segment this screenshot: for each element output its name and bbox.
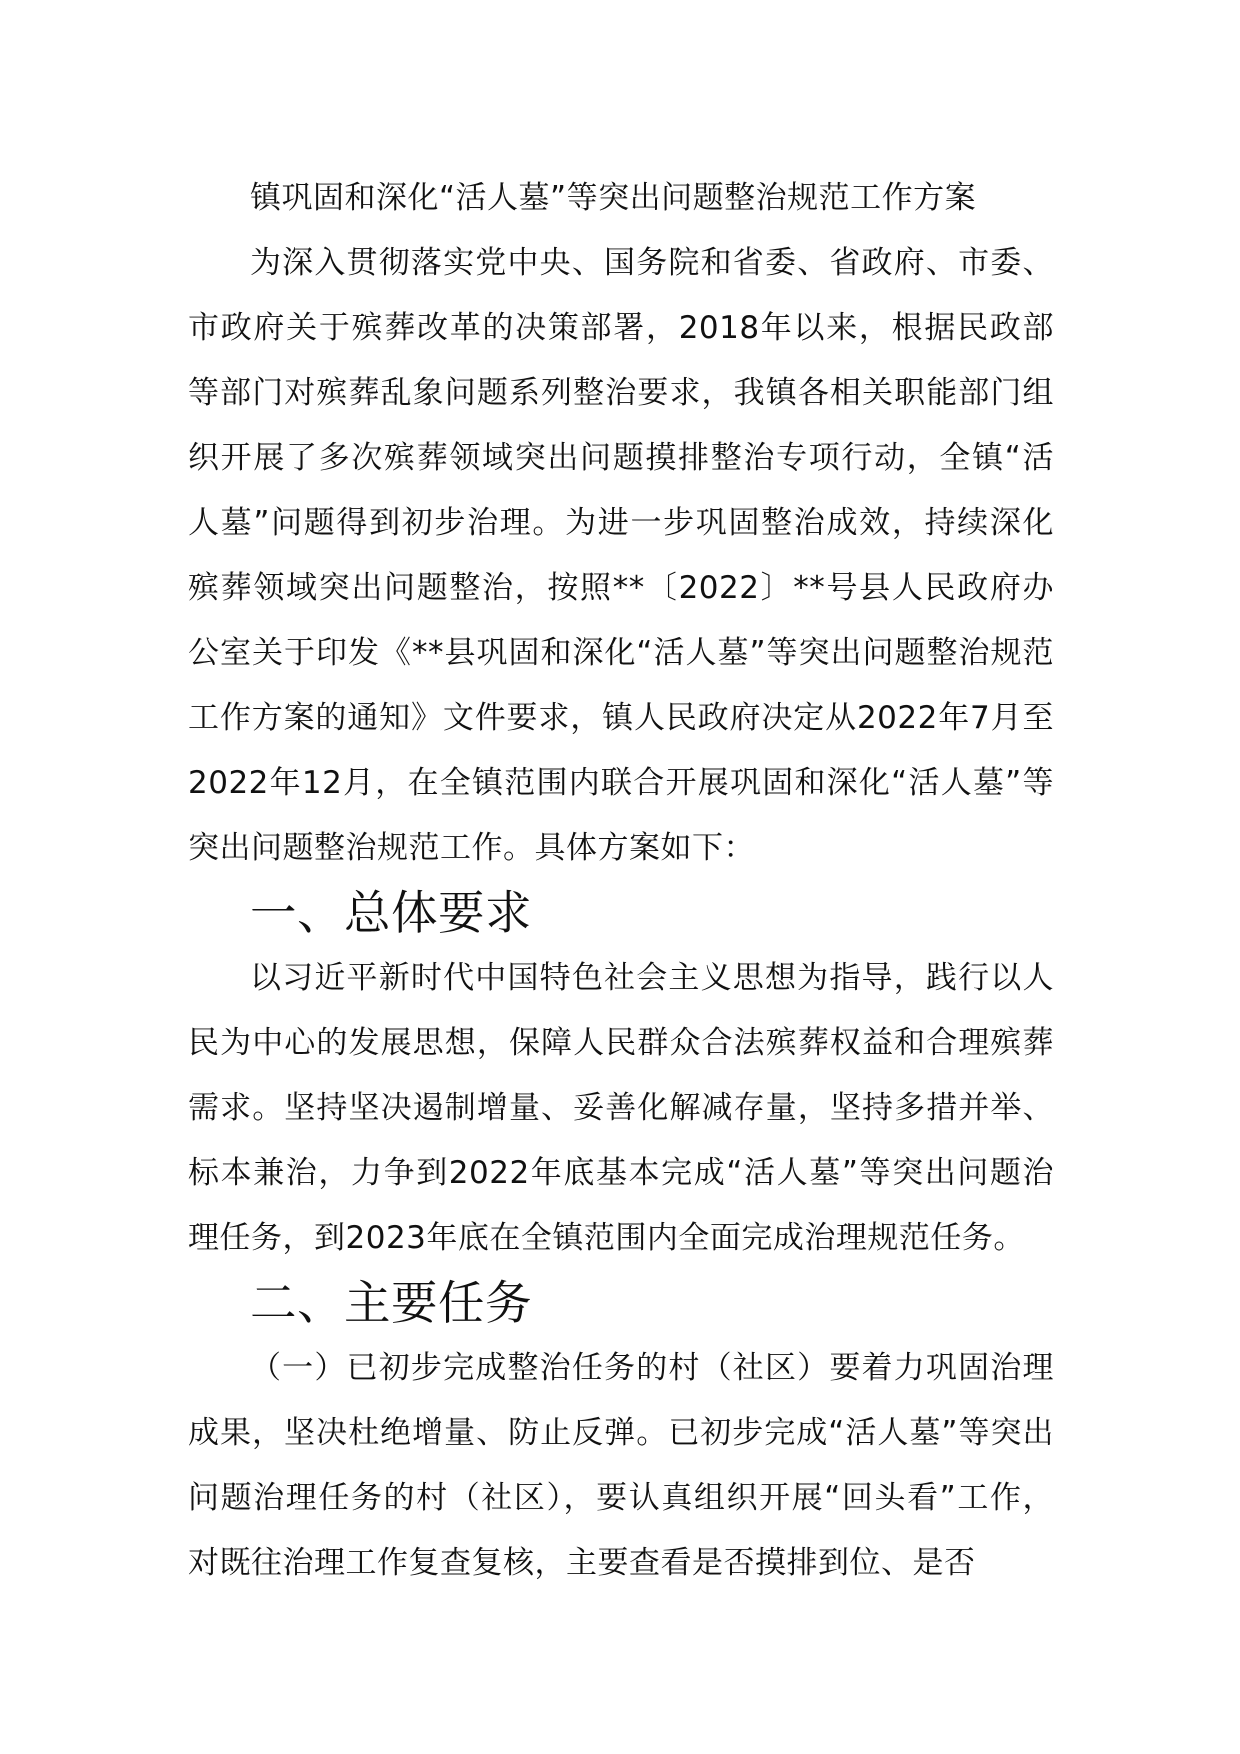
section-heading-general-requirements: 一、总体要求 [250, 886, 532, 940]
section-heading-main-tasks: 二、主要任务 [250, 1276, 532, 1330]
document-page [188, 166, 1054, 1596]
intro-paragraph: 为深入贯彻落实党中央、国务院和省委、省政府、市委、市政府关于殡葬改革的决策部署，2018年以来，根据民政部等部门对殡葬乱象问题系列整治要求，我镇各相关职能部门组织开展了多次殡葬领域突出问题摸排整治专项行动，全镇“活人墓”问题得到初步治理。为进一步巩固整治成效，持续深化殡葬领域突出问题整治，按照**〔2022〕**号县人民政府办公室关于印发《**县巩固和深化“活人墓”等突出问题整治规范工作方案的通知》文件要求，镇人民政府决定从2022年7月至2022年12月，在全镇范围内联合开展巩固和深化“活人墓”等突出问题整治规范工作。具体方案如下： [188, 245, 1054, 866]
general-requirements-paragraph: 以习近平新时代中国特色社会主义思想为指导，践行以人民为中心的发展思想，保障人民群众合法殡葬权益和合理殡葬需求。坚持坚决遏制增量、妥善化解减存量，坚持多措并举、标本兼治，力争到2022年底基本完成“活人墓”等突出问题治理任务，到2023年底在全镇范围内全面完成治理规范任务。 [188, 960, 1054, 1256]
main-tasks-item-1-paragraph: （一）已初步完成整治任务的村（社区）要着力巩固治理成果，坚决杜绝增量、防止反弹。已初步完成“活人墓”等突出问题治理任务的村（社区），要认真组织开展“回头看”工作，对既往治理工作复查复核，主要查看是否摸排到位、是否 [188, 1350, 1054, 1581]
document-title: 镇巩固和深化“活人墓”等突出问题整治规范工作方案 [250, 180, 977, 216]
